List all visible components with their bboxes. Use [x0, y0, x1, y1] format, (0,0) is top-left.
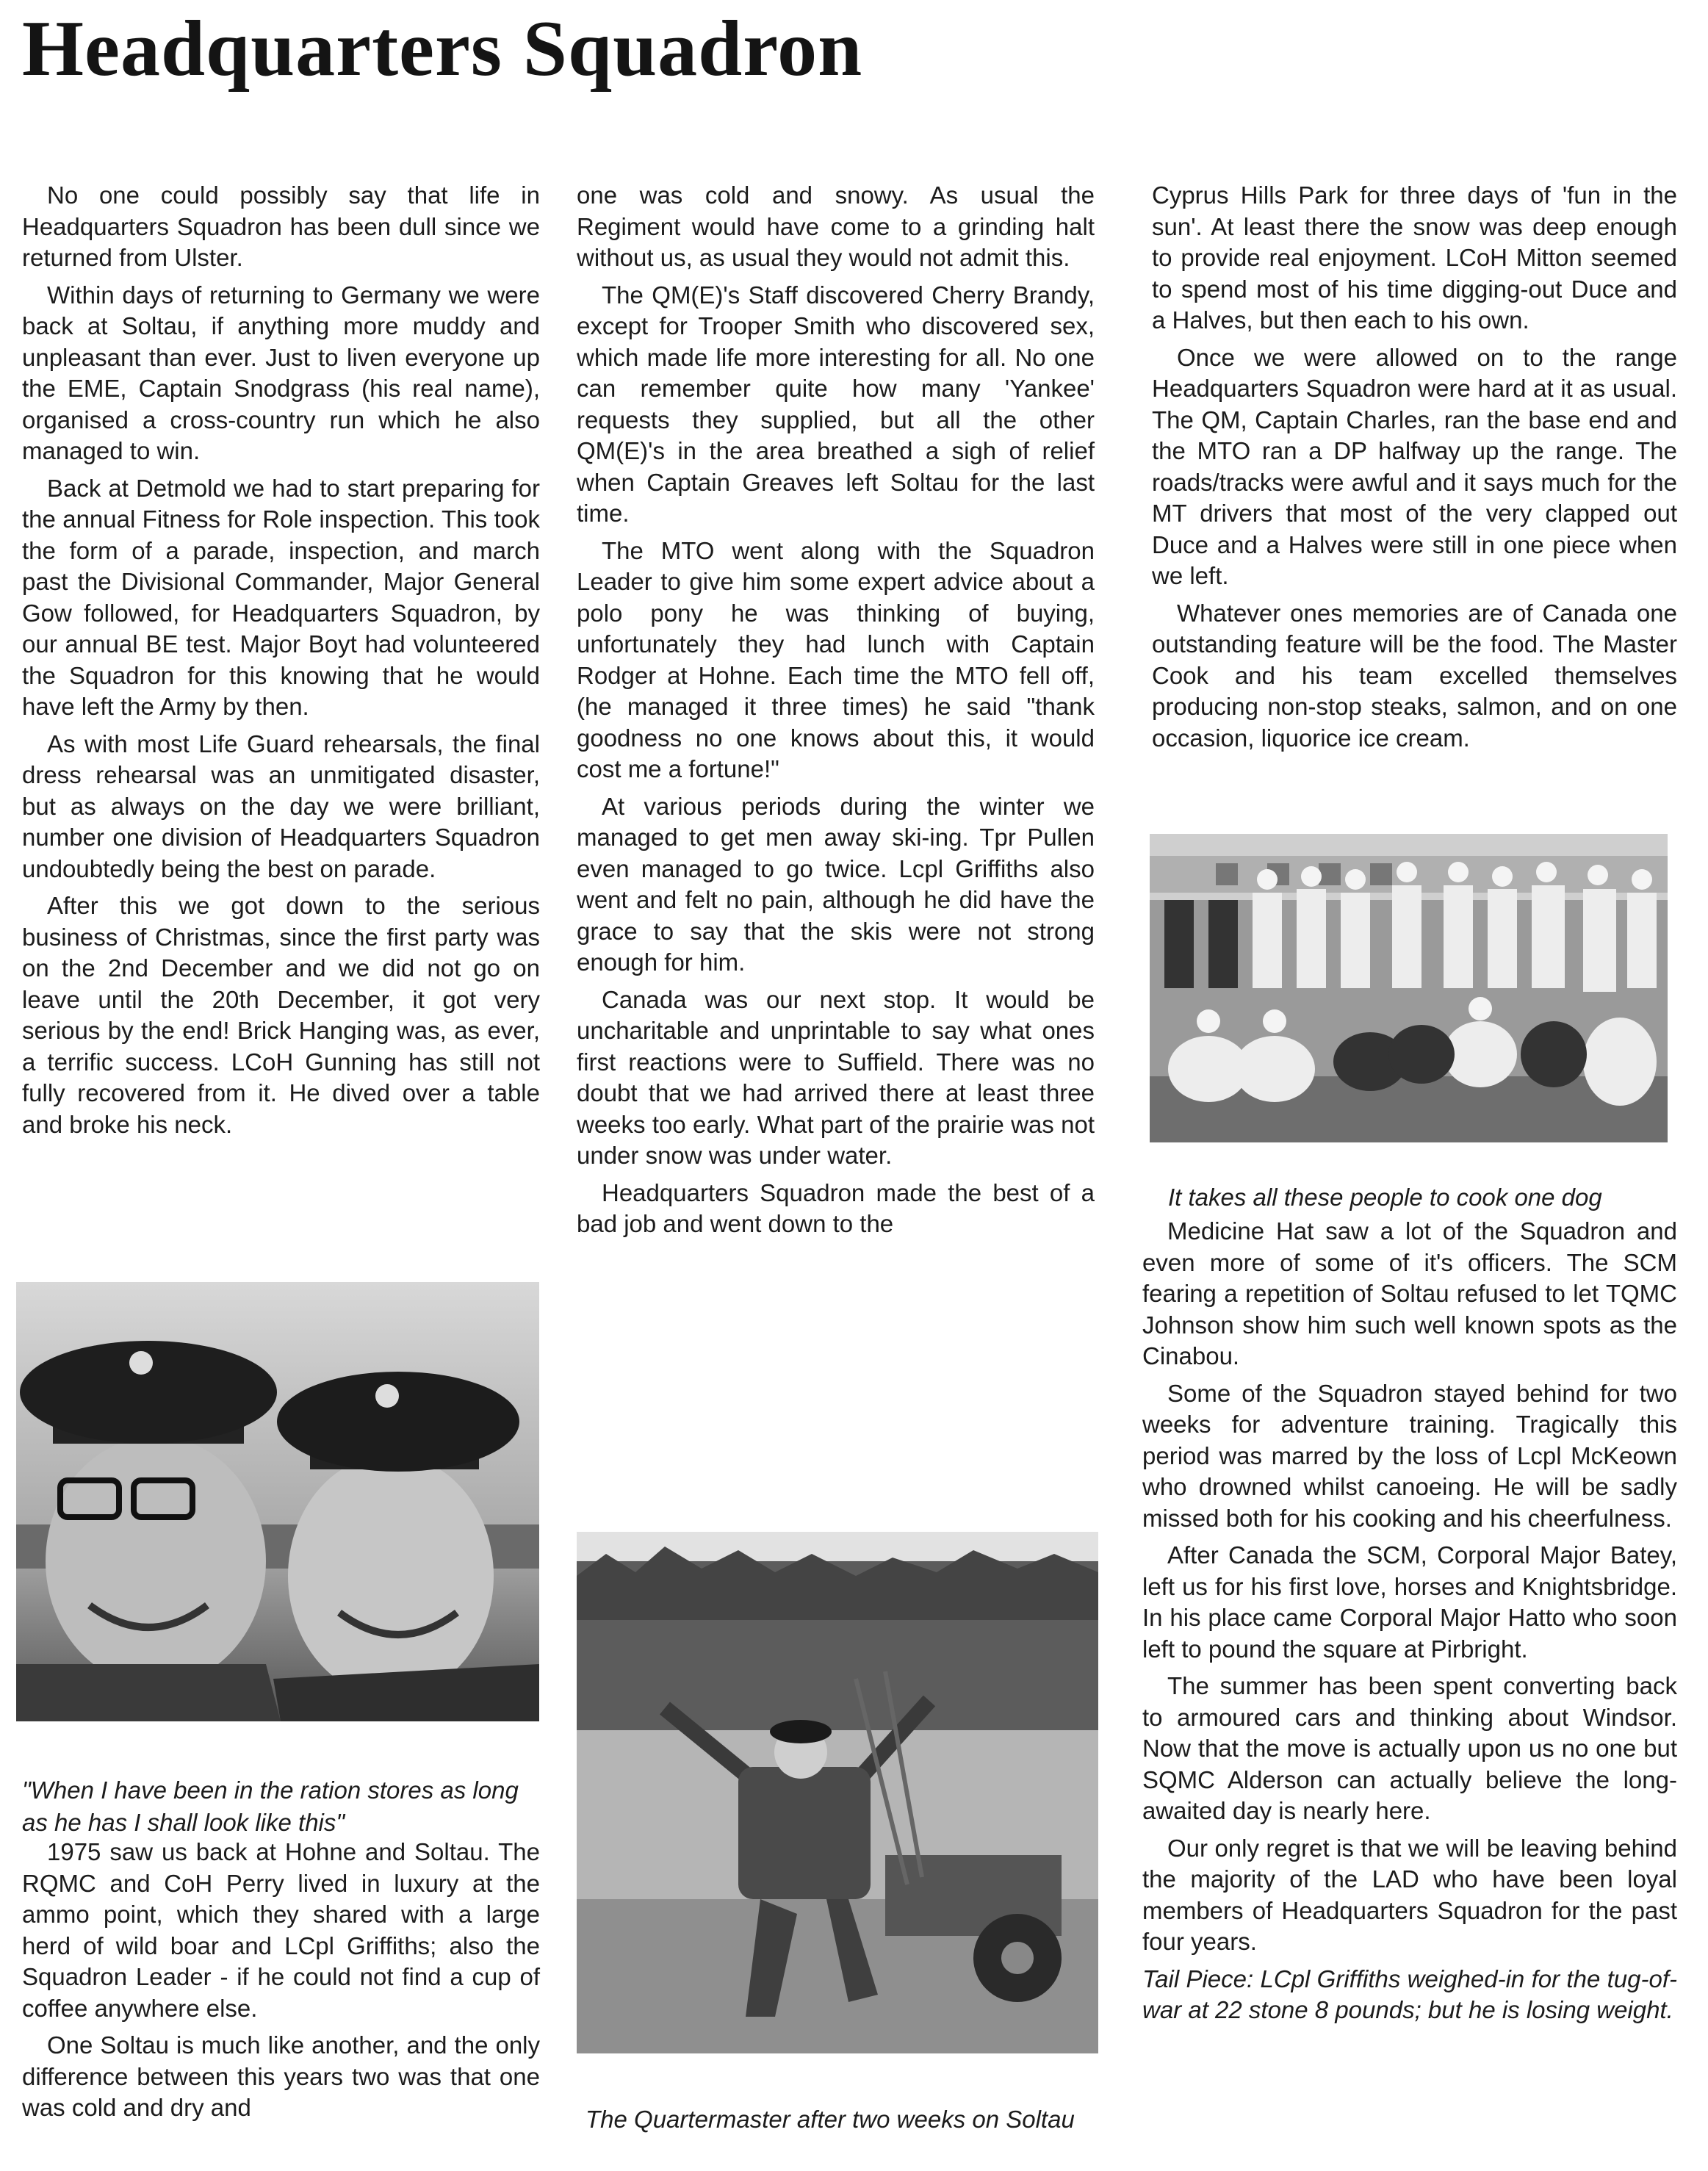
column-1-bottom — [22, 1837, 540, 2130]
paragraph: One Soltau is much like another, and the only difference between this years two was that one was cold and dry and — [22, 2031, 540, 2121]
cooks-photo — [1150, 834, 1668, 1142]
column-1-top — [22, 180, 540, 1146]
paragraph: Whatever ones memories are of Canada one outstanding feature will be the food. The Master Cook and his team excelled themselves producing non-stop steaks, salmon, and on one occasion, liquorice ice cream. — [1152, 599, 1677, 752]
paragraph: Headquarters Squadron made the best of a bad job and went down to the — [577, 1178, 1095, 1237]
paragraph: At various periods during the winter we managed to get men away ski-ing. Tpr Pullen even managed to go twice. Lcpl Griffiths also went and felt no pain, although he did have the grace to say that the skis were not strong enough for him. — [577, 792, 1095, 976]
paragraph: Canada was our next stop. It would be uncharitable and unprintable to say what ones first reactions were to Suffield. There was no doubt that we had arrived there at least three weeks too early. What part of the prairie was not under snow was under water. — [577, 985, 1095, 1169]
paragraph: one was cold and snowy. As usual the Regiment would have come to a grinding halt without us, as usual they would not admit this. — [577, 181, 1095, 271]
tail-piece: Tail Piece: LCpl Griffiths weighed-in for the tug-of-war at 22 stone 8 pounds; but he is losing weight. — [1142, 1965, 1677, 2023]
paragraph: After Canada the SCM, Corporal Major Batey, left us for his first love, horses and Knightsbridge. In his place came Corporal Major Hatto who soon left to pound the square at Pirbright. — [1142, 1541, 1677, 1663]
officers-photo — [16, 1282, 539, 1721]
paragraph: The MTO went along with the Squadron Leader to give him some expert advice about a polo pony he was thinking of buying, unfortunately they had lunch with Captain Rodger at Hohne. Each time the MTO fell off, (he managed it three times) he said "thank goodness no one knows about this, it would cost me a fortune!" — [577, 536, 1095, 782]
paragraph: Within days of returning to Germany we were back at Soltau, if anything more muddy and unpleasant than ever. Just to liven everyone up the EME, Captain Snodgrass (his real name), organised a cross-country run which he also managed to win. — [22, 281, 540, 464]
paragraph: As with most Life Guard rehearsals, the final dress rehearsal was an unmitigated disaster, but as always on the day we were brilliant, number one division of Headquarters Squadron undoubtedly being the best on parade. — [22, 730, 540, 882]
paragraph: No one could possibly say that life in Headquarters Squadron has been dull since we returned from Ulster. — [22, 181, 540, 271]
column-3-bottom — [1142, 1216, 1677, 2032]
quartermaster-caption: The Quartermaster after two weeks on Soltau — [585, 2106, 1075, 2133]
paragraph: The summer has been spent converting back to armoured cars and thinking about Windsor. Now that the move is actually upon us no one but SQMC Alderson can actually believe the long-awaited day is nearly here. — [1142, 1672, 1677, 1824]
column-3-top — [1152, 180, 1677, 760]
page-title: Headquarters Squadron — [22, 5, 863, 93]
quartermaster-photo — [577, 1532, 1098, 2053]
paragraph: Some of the Squadron stayed behind for two weeks for adventure training. Tragically this period was marred by the loss of Lcpl McKeown who drowned whilst canoeing. He will be sadly missed both for his cooking and his cheerfulness. — [1142, 1379, 1677, 1532]
paragraph: The QM(E)'s Staff discovered Cherry Brandy, except for Trooper Smith who discovered sex, which made life more interesting for all. No one can remember quite how many 'Yankee' requests they supplied, but all the other QM(E)'s in the area breathed a sigh of relief when Captain Greaves left Soltau for the last time. — [577, 281, 1095, 527]
paragraph: Cyprus Hills Park for three days of 'fun in the sun'. At least there the snow was deep enough to provide real enjoyment. LCoH Mitton seemed to spend most of his time digging-out Duce and a Halves, but then each to his own. — [1152, 181, 1677, 334]
column-2 — [577, 180, 1095, 1246]
cooks-caption: It takes all these people to cook one dog — [1168, 1184, 1602, 1211]
paragraph: 1975 saw us back at Hohne and Soltau. The RQMC and CoH Perry lived in luxury at the ammo point, which they shared with a large herd of wild boar and LCpl Griffiths; also the Squadron Leader - if he could not find a cup of coffee anywhere else. — [22, 1838, 540, 2022]
paragraph: Back at Detmold we had to start preparing for the annual Fitness for Role inspection. This took the form of a parade, inspection, and march past the Divisional Commander, Major General Gow followed, for Headquarters Squadron, by our annual BE test. Major Boyt had volunteered the Squadron for this knowing that he would have left the Army by then. — [22, 474, 540, 720]
paragraph: Medicine Hat saw a lot of the Squadron and even more of some of it's officers. The SCM fearing a repetition of Soltau refused to let TQMC Johnson show him such well known spots as the Cinabou. — [1142, 1217, 1677, 1369]
paragraph: After this we got down to the serious business of Christmas, since the first party was on the 2nd December and we did not go on leave until the 20th December, it got very serious by the end! Brick Hanging was, as ever, a terrific success. LCoH Gunning has still not fully recovered from it. He dived over a table and broke his neck. — [22, 892, 540, 1138]
paragraph: Once we were allowed on to the range Headquarters Squadron were hard at it as usual. The QM, Captain Charles, ran the base end and the MTO ran a DP halfway up the range. The roads/tracks were awful and it says much for the MT drivers that most of the very clapped out Duce and a Halves were still in one piece when we left. — [1152, 343, 1677, 589]
paragraph: Our only regret is that we will be leaving behind the majority of the LAD who have been loyal members of Headquarters Squadron for the past four years. — [1142, 1834, 1677, 1955]
officers-caption: "When I have been in the ration stores as long as he has I shall look like this" — [22, 1776, 519, 1836]
